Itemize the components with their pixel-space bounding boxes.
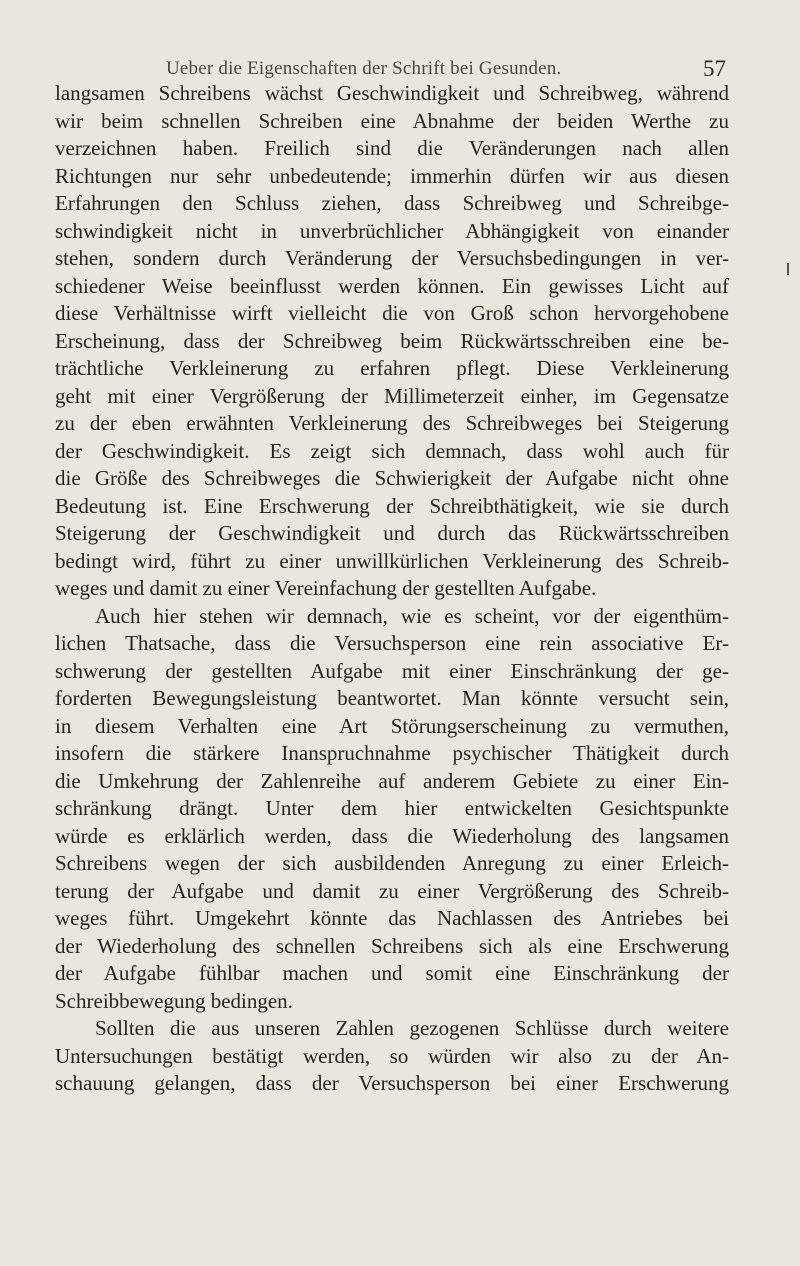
text-line: bedingt wird, führt zu einer unwillkürlichen Verkleinerung des Schreib- bbox=[55, 548, 729, 573]
text-line: Sollten die aus unseren Zahlen gezogenen Schlüsse durch weitere bbox=[95, 1016, 729, 1040]
text-line: die Umkehrung der Zahlenreihe auf anderem Gebiete zu einer Ein- bbox=[55, 768, 729, 793]
text-line: terung der Aufgabe und damit zu einer Vergrößerung des Schreib- bbox=[55, 878, 729, 903]
text-line: schränkung drängt. Unter dem hier entwickelten Gesichtspunkte bbox=[55, 796, 729, 820]
text-line: weges und damit zu einer Vereinfachung der gestellten Aufgabe. bbox=[55, 576, 597, 600]
text-line: Schreibbewegung bedingen. bbox=[55, 988, 293, 1013]
text-line: diese Verhältnisse wirft vielleicht die von Groß schon hervorgehobene bbox=[55, 301, 729, 325]
text-line: Richtungen nur sehr unbedeutende; immerhin dürfen wir aus diesen bbox=[55, 163, 729, 188]
text-line: in diesem Verhalten eine Art Störungserscheinung zu vermuthen, bbox=[55, 713, 729, 738]
text-line: schwindigkeit nicht in unverbrüchlicher Abhängigkeit von einander bbox=[55, 218, 729, 243]
text-line: Schreibens wegen der sich ausbildenden Anregung zu einer Erleich- bbox=[55, 851, 729, 875]
text-line: würde es erklärlich werden, dass die Wiederholung des langsamen bbox=[55, 823, 729, 848]
text-line: Auch hier stehen wir demnach, wie es scheint, vor der eigenthüm- bbox=[95, 603, 729, 628]
text-line: zu der eben erwähnten Verkleinerung des Schreibweges bei Steigerung bbox=[55, 411, 729, 435]
text-line: der Aufgabe fühlbar machen und somit eine Einschränkung der bbox=[55, 961, 729, 985]
text-line: weges führt. Umgekehrt könnte das Nachlassen des Antriebes bei bbox=[55, 906, 729, 930]
text-line: stehen, sondern durch Veränderung der Versuchsbedingungen in ver- bbox=[55, 246, 729, 270]
text-line: lichen Thatsache, dass die Versuchsperson eine rein associative Er- bbox=[55, 631, 729, 655]
text-line: der Wiederholung des schnellen Schreibens sich als eine Erschwerung bbox=[55, 933, 729, 958]
text-line: insofern die stärkere Inanspruchnahme psychischer Thätigkeit durch bbox=[55, 741, 729, 765]
text-line: verzeichnen haben. Freilich sind die Veränderungen nach allen bbox=[55, 136, 729, 160]
text-line: Erfahrungen den Schluss ziehen, dass Schreibweg und Schreibge- bbox=[55, 191, 729, 215]
text-line: wir beim schnellen Schreiben eine Abnahme der beiden Werthe zu bbox=[55, 108, 729, 133]
text-line: Erscheinung, dass der Schreibweg beim Rückwärtsschreiben eine be- bbox=[55, 328, 729, 353]
text-line: geht mit einer Vergrößerung der Millimeterzeit einher, im Gegensatze bbox=[55, 383, 729, 408]
text-line: Untersuchungen bestätigt werden, so würden wir also zu der An- bbox=[55, 1043, 729, 1068]
text-line: schiedener Weise beeinflusst werden können. Ein gewisses Licht auf bbox=[55, 273, 729, 298]
margin-mark bbox=[787, 263, 789, 275]
text-line: die Größe des Schreibweges die Schwierigkeit der Aufgabe nicht ohne bbox=[55, 466, 729, 490]
page-number: 57 bbox=[703, 56, 726, 81]
text-line: forderten Bewegungsleistung beantwortet. Man könnte versucht sein, bbox=[55, 686, 729, 710]
text-line: trächtliche Verkleinerung zu erfahren pflegt. Diese Verkleinerung bbox=[55, 356, 729, 380]
body-text bbox=[55, 80, 729, 1098]
text-line: schauung gelangen, dass der Versuchsperson bei einer Erschwerung bbox=[55, 1071, 729, 1095]
text-line: der Geschwindigkeit. Es zeigt sich demnach, dass wohl auch für bbox=[55, 438, 729, 463]
text-line: Bedeutung ist. Eine Erschwerung der Schreibthätigkeit, wie sie durch bbox=[55, 493, 729, 518]
text-line: schwerung der gestellten Aufgabe mit einer Einschränkung der ge- bbox=[55, 658, 729, 683]
text-line: langsamen Schreibens wächst Geschwindigkeit und Schreibweg, während bbox=[55, 81, 729, 105]
running-title: Ueber die Eigenschaften der Schrift bei Gesunden. bbox=[166, 58, 562, 79]
text-line: Steigerung der Geschwindigkeit und durch das Rückwärtsschreiben bbox=[55, 521, 729, 545]
